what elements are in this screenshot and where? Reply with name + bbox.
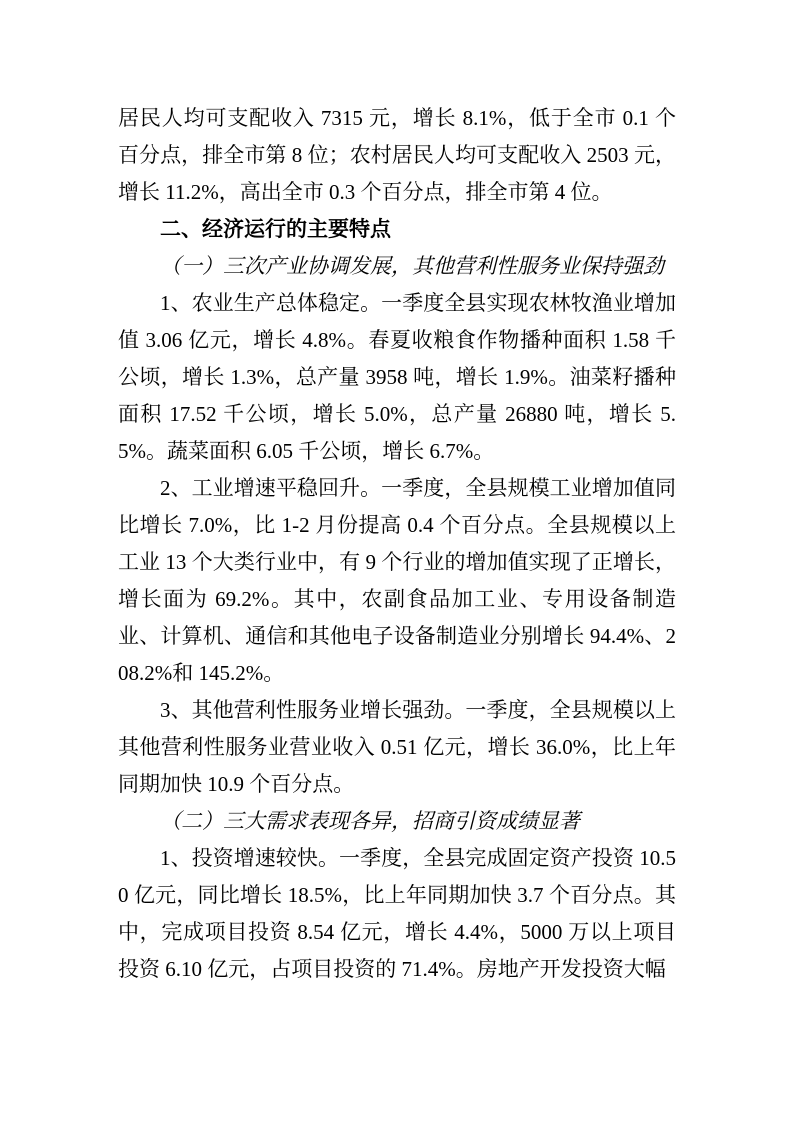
paragraph-agriculture: 1、农业生产总体稳定。一季度全县实现农林牧渔业增加值 3.06 亿元，增长 4.8%。春夏收粮食作物播种面积 1.58 千公顷，增长 1.3%，总产量 3958 吨，增长 1.9%。油菜籽播种面积 17.52 千公顷，增长 5.0%，总产量 26880 吨，增长 5.5%。蔬菜面积 6.05 千公顷，增长 6.7%。 [118, 291, 676, 463]
paragraph-industry: 2、工业增速平稳回升。一季度，全县规模工业增加值同比增长 7.0%，比 1-2 月份提高 0.4 个百分点。全县规模以上工业 13 个大类行业中，有 9 个行业的增加值实现了正增长，增长面为 69.2%。其中，农副食品加工业、专用设备制造业、计算机、通信和其他电子设备制造业分别增长 94.4%、208.2%和 145.2%。 [118, 476, 676, 685]
section-heading-economic-features: 二、经济运行的主要特点 [160, 218, 391, 241]
paragraph-income-continuation: 居民人均可支配收入 7315 元，增长 8.1%，低于全市 0.1 个百分点，排全市第 8 位；农村居民人均可支配收入 2503 元，增长 11.2%，高出全市 0.3 个百分点，排全市第 4 位。 [118, 106, 676, 204]
paragraph-investment: 1、投资增速较快。一季度，全县完成固定资产投资 10.50 亿元，同比增长 18.5%，比上年同期加快 3.7 个百分点。其中，完成项目投资 8.54 亿元，增长 4.4%，5000 万以上项目投资 6.10 亿元，占项目投资的 71.4%。房地产开发投资大幅 [118, 846, 676, 981]
subheading-three-demands: （二）三大需求表现各异，招商引资成绩显著 [160, 809, 580, 833]
paragraph-profit-services: 3、其他营利性服务业增长强劲。一季度，全县规模以上其他营利性服务业营业收入 0.51 亿元，增长 36.0%，比上年同期加快 10.9 个百分点。 [118, 698, 676, 796]
document-text-block [118, 100, 676, 988]
subheading-three-industries: （一）三次产业协调发展，其他营利性服务业保持强劲 [160, 254, 664, 278]
